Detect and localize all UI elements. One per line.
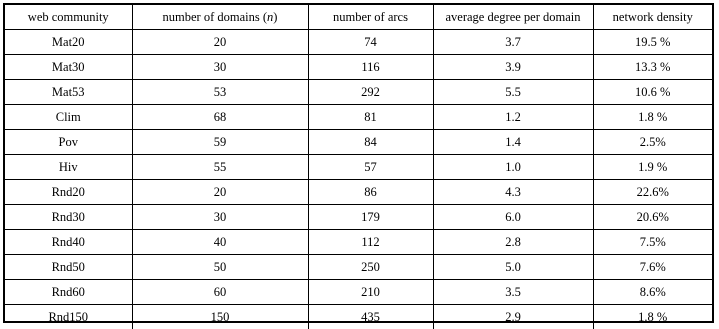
number-of-arcs-cell: 84 — [308, 130, 433, 155]
web-community-cell: Mat20 — [5, 30, 132, 55]
average-degree-cell: 5.0 — [433, 255, 593, 280]
table-row — [5, 230, 712, 255]
average-degree-cell: 2.8 — [433, 230, 593, 255]
web-community-cell: Rnd20 — [5, 180, 132, 205]
number-of-arcs-cell: 57 — [308, 155, 433, 180]
table-row — [5, 180, 712, 205]
web-community-cell: Rnd150 — [5, 305, 132, 329]
header-number-of-arcs: number of arcs — [308, 5, 433, 30]
number-of-domains-cell: 30 — [132, 205, 308, 230]
web-community-cell: Mat53 — [5, 80, 132, 105]
average-degree-cell: 3.9 — [433, 55, 593, 80]
number-of-domains-cell: 30 — [132, 55, 308, 80]
table-frame — [3, 3, 714, 323]
table-row — [5, 105, 712, 130]
average-degree-cell: 2.9 — [433, 305, 593, 329]
header-number-of-domains — [132, 5, 308, 30]
number-of-arcs-cell: 435 — [308, 305, 433, 329]
table-row — [5, 155, 712, 180]
network-density-cell: 8.6% — [593, 280, 712, 305]
average-degree-cell: 1.2 — [433, 105, 593, 130]
average-degree-cell: 1.4 — [433, 130, 593, 155]
web-community-cell: Rnd60 — [5, 280, 132, 305]
number-of-arcs-cell: 210 — [308, 280, 433, 305]
number-of-domains-cell: 20 — [132, 30, 308, 55]
number-of-domains-cell: 59 — [132, 130, 308, 155]
table-row — [5, 305, 712, 329]
web-community-cell: Hiv — [5, 155, 132, 180]
network-density-cell: 7.6% — [593, 255, 712, 280]
network-density-cell: 7.5% — [593, 230, 712, 255]
network-density-cell: 13.3 % — [593, 55, 712, 80]
web-community-cell: Clim — [5, 105, 132, 130]
web-community-cell: Mat30 — [5, 55, 132, 80]
table-row — [5, 30, 712, 55]
header-web-community: web community — [5, 5, 132, 30]
header-domains-suffix: ) — [273, 10, 277, 24]
average-degree-cell: 4.3 — [433, 180, 593, 205]
web-community-cell: Rnd40 — [5, 230, 132, 255]
network-density-cell: 22.6% — [593, 180, 712, 205]
network-density-cell: 20.6% — [593, 205, 712, 230]
number-of-arcs-cell: 116 — [308, 55, 433, 80]
average-degree-cell: 5.5 — [433, 80, 593, 105]
table-row — [5, 205, 712, 230]
average-degree-cell: 6.0 — [433, 205, 593, 230]
number-of-domains-cell: 40 — [132, 230, 308, 255]
network-density-cell: 1.8 % — [593, 105, 712, 130]
table-row — [5, 280, 712, 305]
number-of-domains-cell: 20 — [132, 180, 308, 205]
number-of-domains-cell: 53 — [132, 80, 308, 105]
table-row — [5, 55, 712, 80]
number-of-arcs-cell: 86 — [308, 180, 433, 205]
header-domains-prefix: number of domains ( — [163, 10, 268, 24]
table-body — [5, 30, 712, 329]
web-community-cell: Rnd30 — [5, 205, 132, 230]
number-of-arcs-cell: 292 — [308, 80, 433, 105]
header-domains-variable: n — [267, 10, 273, 24]
network-density-cell: 2.5% — [593, 130, 712, 155]
average-degree-cell: 3.5 — [433, 280, 593, 305]
average-degree-cell: 1.0 — [433, 155, 593, 180]
number-of-arcs-cell: 74 — [308, 30, 433, 55]
number-of-arcs-cell: 81 — [308, 105, 433, 130]
number-of-domains-cell: 150 — [132, 305, 308, 329]
number-of-arcs-cell: 250 — [308, 255, 433, 280]
web-community-cell: Pov — [5, 130, 132, 155]
header-average-degree: average degree per domain — [433, 5, 593, 30]
average-degree-cell: 3.7 — [433, 30, 593, 55]
header-row — [5, 5, 712, 30]
header-network-density: network density — [593, 5, 712, 30]
number-of-arcs-cell: 112 — [308, 230, 433, 255]
web-community-table — [5, 5, 712, 329]
number-of-domains-cell: 60 — [132, 280, 308, 305]
network-density-cell: 19.5 % — [593, 30, 712, 55]
number-of-domains-cell: 55 — [132, 155, 308, 180]
network-density-cell: 1.8 % — [593, 305, 712, 329]
number-of-arcs-cell: 179 — [308, 205, 433, 230]
number-of-domains-cell: 50 — [132, 255, 308, 280]
table-row — [5, 130, 712, 155]
number-of-domains-cell: 68 — [132, 105, 308, 130]
table-row — [5, 255, 712, 280]
table-row — [5, 80, 712, 105]
network-density-cell: 10.6 % — [593, 80, 712, 105]
network-density-cell: 1.9 % — [593, 155, 712, 180]
web-community-cell: Rnd50 — [5, 255, 132, 280]
